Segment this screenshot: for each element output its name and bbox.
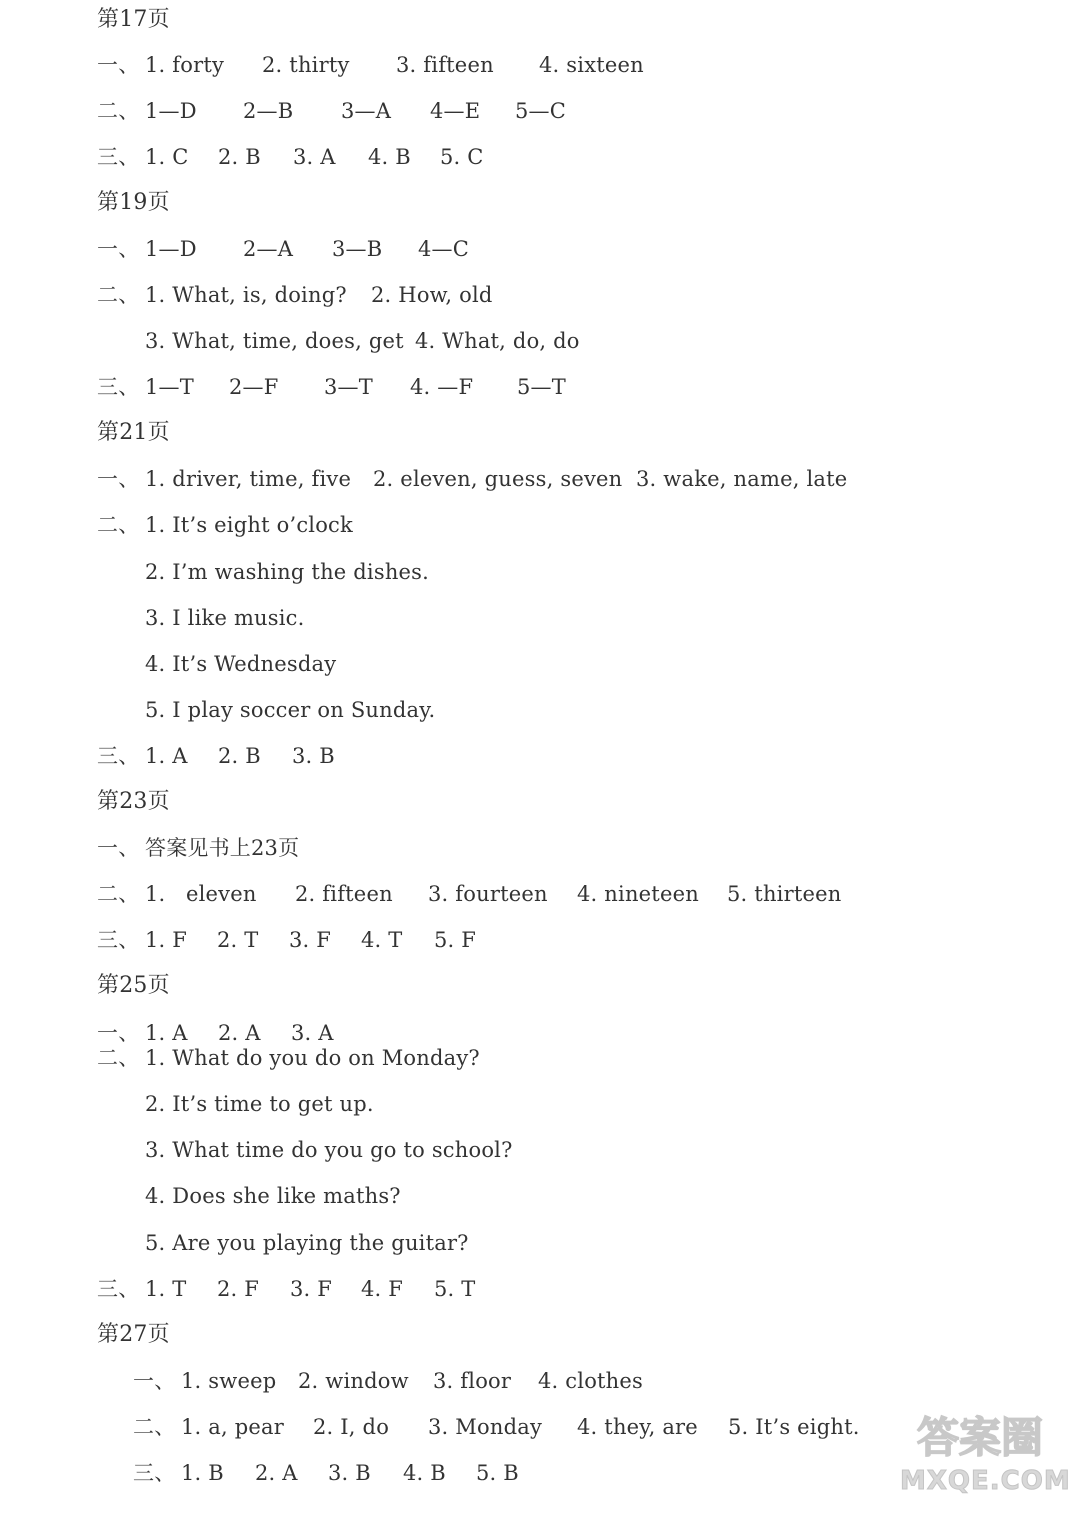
answer-item: 1. It’s eight o’clock xyxy=(145,513,353,537)
page-27-title: 第27页 xyxy=(97,1322,170,1347)
answer-item: 3—A xyxy=(341,99,392,123)
section-label: 三、 xyxy=(97,145,140,169)
answer-item: 5. F xyxy=(434,928,477,952)
section-label: 二、 xyxy=(97,882,140,906)
answer-item: 2. B xyxy=(218,744,261,768)
answer-item: 3. fifteen xyxy=(396,53,494,77)
answer-item: 3. fourteen xyxy=(428,882,548,906)
svg-text:答案圈: 答案圈 xyxy=(916,1413,1044,1462)
section-label: 三、 xyxy=(133,1461,176,1485)
answer-item: 3. F xyxy=(290,1277,333,1301)
answer-item: 3. A xyxy=(293,145,336,169)
answer-item: 1. sweep xyxy=(181,1369,277,1393)
section-label: 二、 xyxy=(97,99,140,123)
answer-item: eleven xyxy=(186,882,257,906)
answer-item: 5. thirteen xyxy=(727,882,842,906)
answer-item: 5. I play soccer on Sunday. xyxy=(145,698,436,722)
answer-item: 4. B xyxy=(368,145,411,169)
answer-item: 4. nineteen xyxy=(577,882,699,906)
answer-item: 2. A xyxy=(255,1461,298,1485)
answer-item: 1. C xyxy=(145,145,189,169)
answer-item: 3. I like music. xyxy=(145,606,305,630)
answer-item: 1. A xyxy=(145,1021,188,1045)
answer-item: 2. B xyxy=(218,145,261,169)
answer-item: 1. driver, time, five xyxy=(145,467,352,491)
answer-item: 4—C xyxy=(418,237,470,261)
answer-item: 4. clothes xyxy=(538,1369,644,1393)
section-label: 三、 xyxy=(97,744,140,768)
answer-item: 5. B xyxy=(476,1461,519,1485)
answer-item: 5—T xyxy=(517,375,566,399)
answer-item: 4. F xyxy=(361,1277,404,1301)
page-17-title: 第17页 xyxy=(97,7,170,32)
answer-item: 4. sixteen xyxy=(539,53,644,77)
section-label: 一、 xyxy=(97,1021,140,1045)
watermark xyxy=(900,1406,1071,1506)
answer-item: 2. I, do xyxy=(313,1415,390,1439)
section-label: 三、 xyxy=(97,928,140,952)
section-label: 一、 xyxy=(97,467,140,491)
answer-item: 3—B xyxy=(332,237,383,261)
answer-item: 1. a, pear xyxy=(181,1415,285,1439)
answer-item: 3. wake, name, late xyxy=(636,467,848,491)
answer-item: 3. F xyxy=(289,928,332,952)
section-label: 一、 xyxy=(97,237,140,261)
section-label: 二、 xyxy=(97,513,140,537)
answer-item: 4—E xyxy=(430,99,481,123)
answer-item: 2—A xyxy=(243,237,294,261)
answer-item: 5—C xyxy=(515,99,567,123)
answer-item: 3—T xyxy=(324,375,373,399)
watermark-logo xyxy=(900,1406,1060,1464)
answer-item: 1. forty xyxy=(145,53,225,77)
answer-item: 4. Does she like maths? xyxy=(145,1184,401,1208)
answer-item: 5. It’s eight. xyxy=(728,1415,860,1439)
answer-item: 1. F xyxy=(145,928,188,952)
answer-item: 2. window xyxy=(298,1369,409,1393)
answer-item: 3. A xyxy=(291,1021,334,1045)
answer-item: 答案见书上23页 xyxy=(145,836,300,860)
answer-item: 4. they, are xyxy=(577,1415,698,1439)
answer-item: 3. floor xyxy=(433,1369,512,1393)
answer-item: 4. It’s Wednesday xyxy=(145,652,337,676)
answer-item: 4. B xyxy=(403,1461,446,1485)
section-label: 一、 xyxy=(97,53,140,77)
section-label: 二、 xyxy=(97,283,140,307)
section-label: 三、 xyxy=(97,375,140,399)
answer-item: 2—F xyxy=(229,375,279,399)
answer-item: 1. What, is, doing? xyxy=(145,283,347,307)
page-21-title: 第21页 xyxy=(97,420,170,445)
answer-item: 5. C xyxy=(440,145,484,169)
answer-item: 2. It’s time to get up. xyxy=(145,1092,374,1116)
answer-item: 2. A xyxy=(218,1021,261,1045)
answer-item: 2—B xyxy=(243,99,294,123)
page-25-title: 第25页 xyxy=(97,973,170,998)
answer-item: 1—T xyxy=(145,375,194,399)
answer-item: 4. —F xyxy=(410,375,474,399)
answer-item: 1. T xyxy=(145,1277,187,1301)
section-label: 三、 xyxy=(97,1277,140,1301)
page-23-title: 第23页 xyxy=(97,789,170,814)
answer-item: 1—D xyxy=(145,237,197,261)
answer-item: 3. What, time, does, get xyxy=(145,329,404,353)
answer-item: 4. What, do, do xyxy=(415,329,580,353)
page-19-title: 第19页 xyxy=(97,190,170,215)
watermark-url: MXQE.COM xyxy=(900,1466,1071,1496)
answer-item: 2. eleven, guess, seven xyxy=(373,467,623,491)
answer-item: 1. xyxy=(145,882,166,906)
answer-item: 4. T xyxy=(361,928,403,952)
answer-item: 5. T xyxy=(434,1277,476,1301)
answer-item: 2. I’m washing the dishes. xyxy=(145,560,430,584)
answer-item: 3. B xyxy=(328,1461,371,1485)
answer-item: 2. F xyxy=(217,1277,260,1301)
answer-item: 3. Monday xyxy=(428,1415,543,1439)
answer-item: 1. What do you do on Monday? xyxy=(145,1046,480,1070)
answer-item: 3. What time do you go to school? xyxy=(145,1138,513,1162)
answer-item: 2. How, old xyxy=(371,283,493,307)
section-label: 二、 xyxy=(133,1415,176,1439)
answer-item: 5. Are you playing the guitar? xyxy=(145,1231,469,1255)
answer-item: 1—D xyxy=(145,99,197,123)
section-label: 二、 xyxy=(97,1046,140,1070)
answer-item: 2. fifteen xyxy=(295,882,393,906)
answer-item: 3. B xyxy=(292,744,335,768)
answer-item: 2. T xyxy=(217,928,259,952)
answer-item: 2. thirty xyxy=(262,53,350,77)
section-label: 一、 xyxy=(133,1369,176,1393)
answer-item: 1. B xyxy=(181,1461,224,1485)
section-label: 一、 xyxy=(97,836,140,860)
answer-item: 1. A xyxy=(145,744,188,768)
